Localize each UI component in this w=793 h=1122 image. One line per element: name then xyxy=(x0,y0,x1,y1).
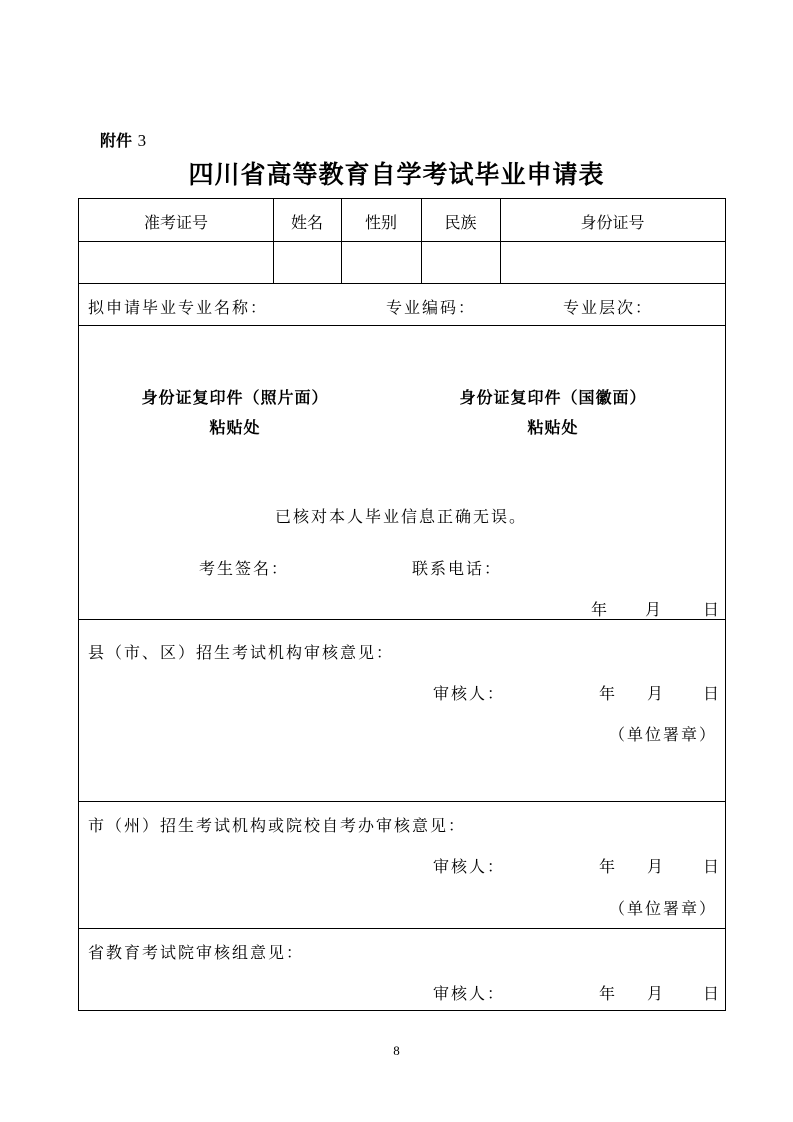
date-month: 月 xyxy=(645,600,664,619)
id-back-label: 身份证复印件（国徽面） xyxy=(459,388,647,407)
province-date-year: 年 xyxy=(599,984,618,1003)
county-date-day: 日 xyxy=(703,684,722,703)
header-gender: 性别 xyxy=(364,213,397,232)
city-review-heading: 市（州）招生考试机构或院校自考办审核意见： xyxy=(88,816,467,835)
major-level-label: 专业层次： xyxy=(563,298,654,317)
id-back-paste-area xyxy=(438,383,668,443)
attachment-text: 附件 xyxy=(100,131,133,150)
county-reviewer-label: 审核人： xyxy=(433,684,506,703)
row-divider xyxy=(79,283,725,284)
date-day: 日 xyxy=(703,600,722,619)
attachment-label xyxy=(100,128,146,151)
county-review-heading: 县（市、区）招生考试机构审核意见： xyxy=(88,643,395,662)
confirmation-statement: 已核对本人毕业信息正确无误。 xyxy=(275,507,528,526)
form-title: 四川省高等教育自学考试毕业申请表 xyxy=(188,160,605,189)
province-review-heading: 省教育考试院审核组意见： xyxy=(88,943,305,962)
header-name: 姓名 xyxy=(290,213,323,232)
province-reviewer-label: 审核人： xyxy=(433,984,506,1003)
id-front-paste-label: 粘贴处 xyxy=(209,418,261,437)
exam-id-field[interactable] xyxy=(80,242,272,282)
province-date-day: 日 xyxy=(703,984,722,1003)
ethnicity-field[interactable] xyxy=(422,242,499,282)
city-date-year: 年 xyxy=(599,857,618,876)
name-field[interactable] xyxy=(274,242,340,282)
county-date-month: 月 xyxy=(647,684,666,703)
row-divider xyxy=(79,928,725,929)
attachment-number: 3 xyxy=(137,131,147,150)
id-number-field[interactable] xyxy=(501,242,724,282)
row-divider xyxy=(79,801,725,802)
province-date-month: 月 xyxy=(647,984,666,1003)
page-number: 8 xyxy=(393,1043,400,1058)
city-reviewer-label: 审核人： xyxy=(433,857,506,876)
phone-label: 联系电话： xyxy=(412,559,503,578)
date-year: 年 xyxy=(591,600,610,619)
county-date-year: 年 xyxy=(599,684,618,703)
id-back-paste-label: 粘贴处 xyxy=(527,418,579,437)
major-code-label: 专业编码： xyxy=(386,298,477,317)
header-ethnicity: 民族 xyxy=(444,213,477,232)
header-id-number: 身份证号 xyxy=(580,213,645,232)
city-date-month: 月 xyxy=(647,857,666,876)
gender-field[interactable] xyxy=(342,242,420,282)
city-seal-label: （单位署章） xyxy=(609,899,718,918)
row-divider xyxy=(79,619,725,620)
row-divider xyxy=(79,325,725,326)
city-date-day: 日 xyxy=(703,857,722,876)
major-name-label: 拟申请毕业专业名称： xyxy=(88,298,269,317)
id-front-paste-area xyxy=(120,383,350,443)
header-exam-id: 准考证号 xyxy=(143,213,208,232)
signature-label: 考生签名： xyxy=(199,559,290,578)
application-form-table xyxy=(78,198,726,1011)
id-front-label: 身份证复印件（照片面） xyxy=(141,388,329,407)
county-seal-label: （单位署章） xyxy=(609,725,718,744)
